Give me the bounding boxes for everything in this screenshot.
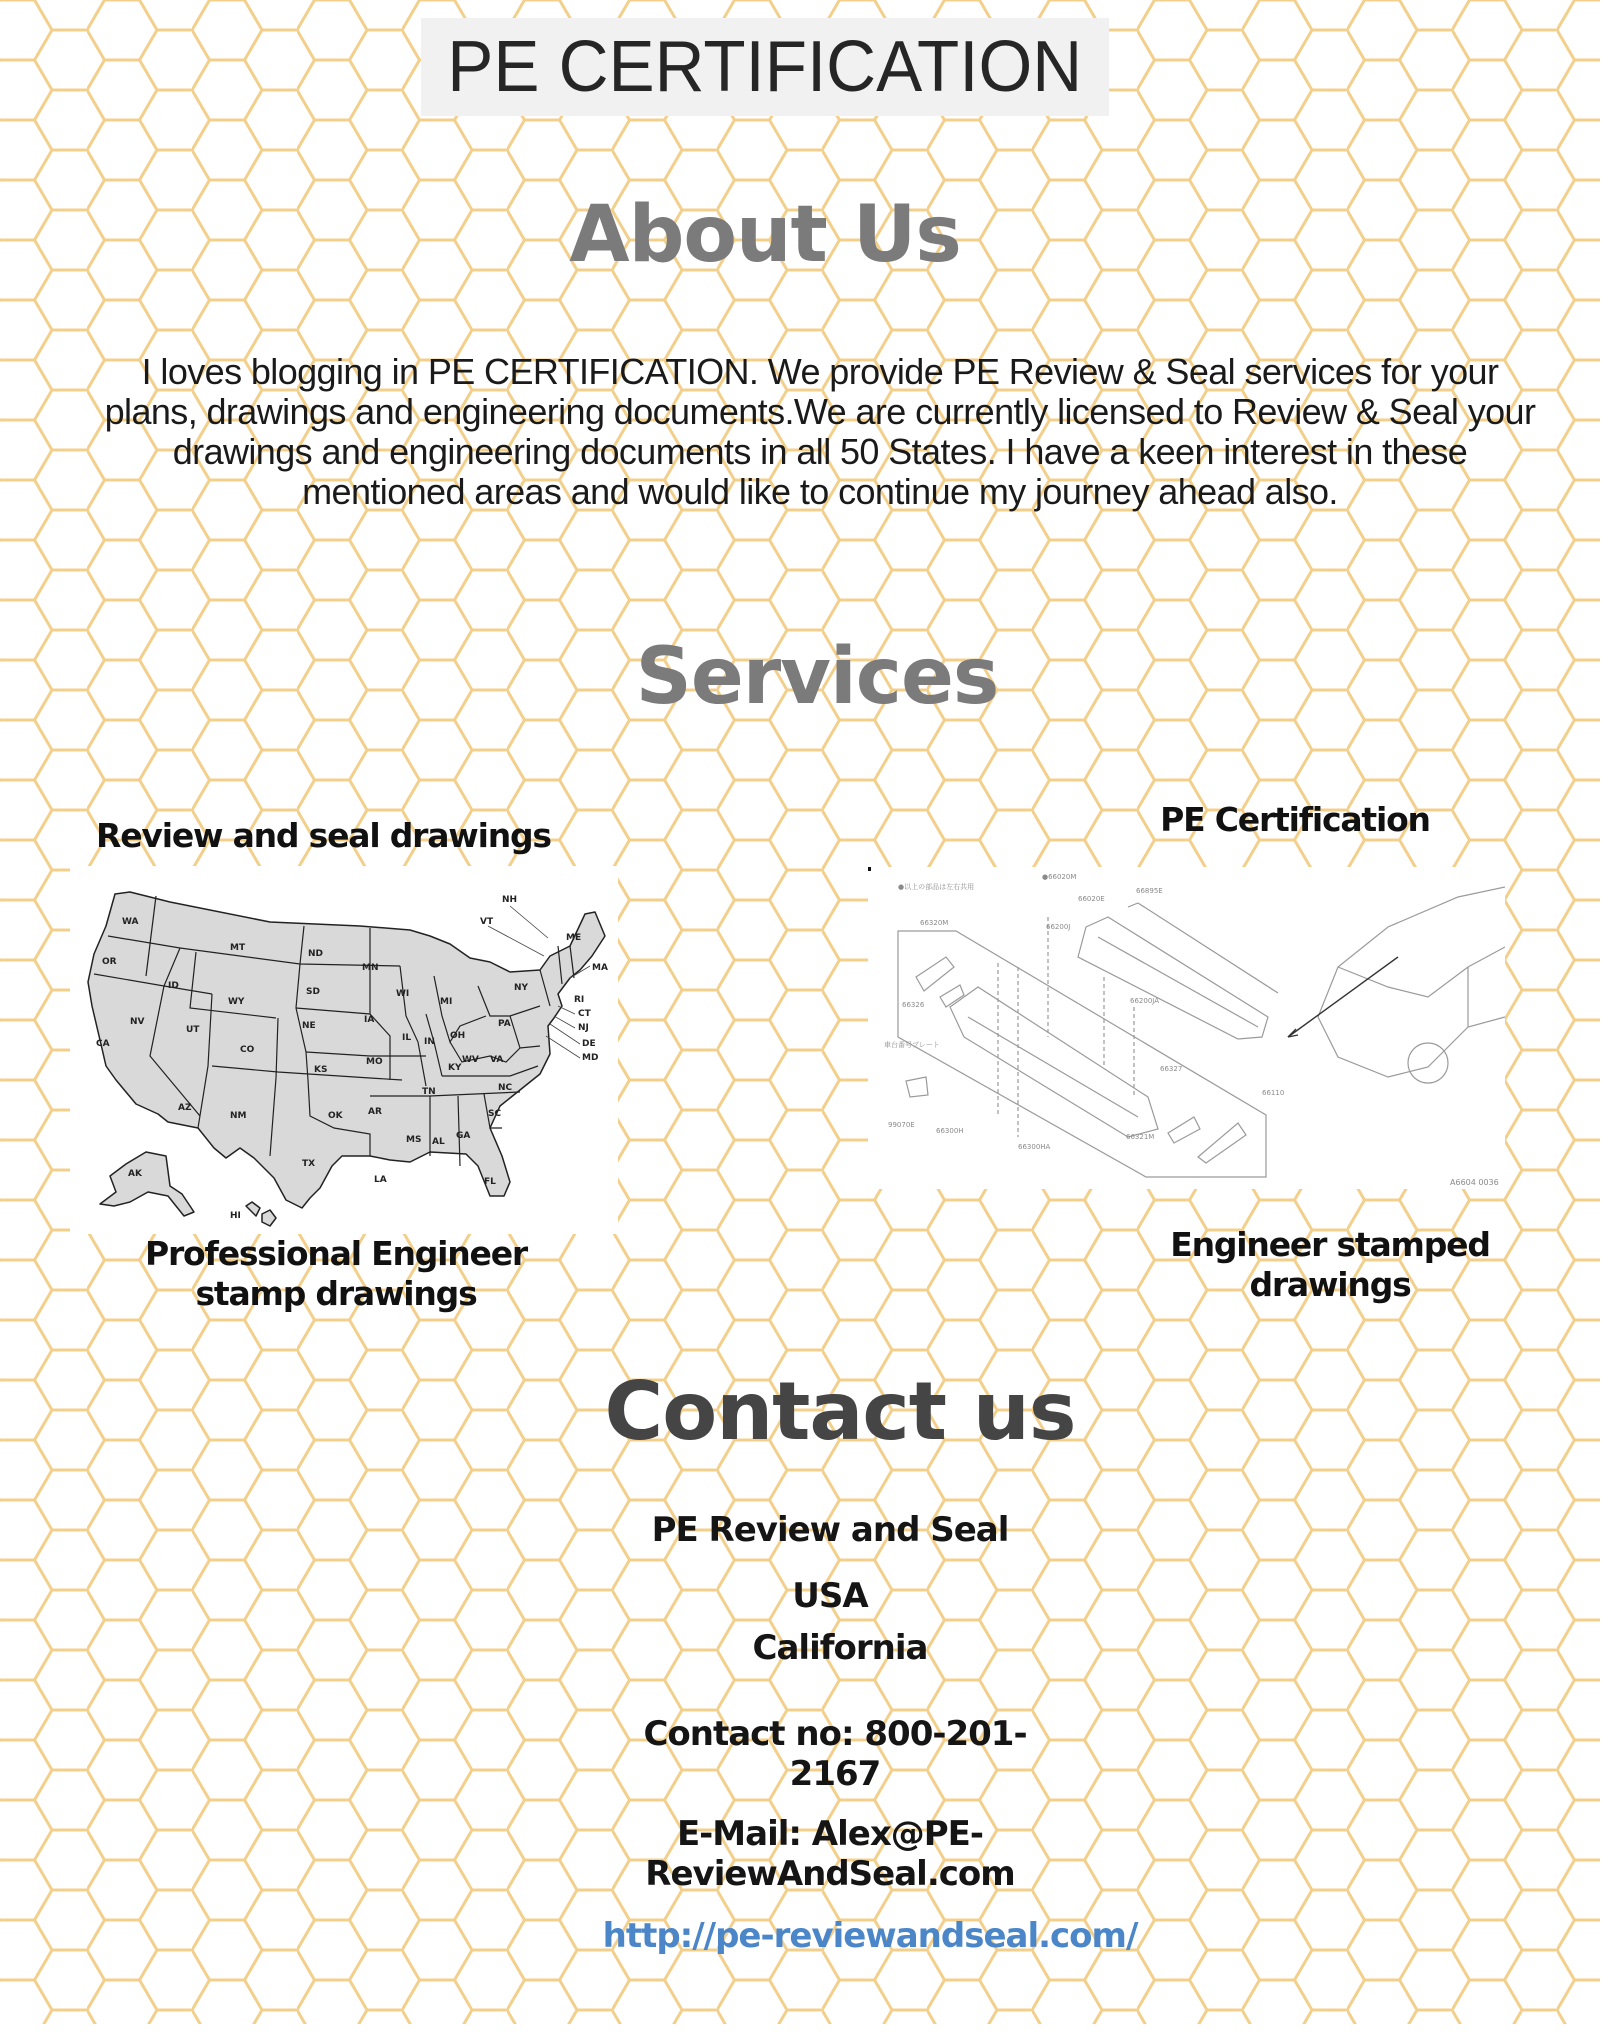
contact-country: USA — [792, 1576, 868, 1616]
svg-text:66110: 66110 — [1262, 1089, 1285, 1097]
svg-text:ID: ID — [168, 981, 179, 991]
svg-text:NM: NM — [230, 1111, 247, 1121]
svg-text:CA: CA — [96, 1039, 110, 1049]
svg-text:HI: HI — [230, 1211, 241, 1221]
svg-text:SD: SD — [306, 987, 320, 997]
svg-text:99070E: 99070E — [888, 1121, 915, 1129]
svg-text:66200JA: 66200JA — [1130, 997, 1159, 1005]
svg-text:OK: OK — [328, 1111, 343, 1121]
svg-text:66321M: 66321M — [1126, 1133, 1155, 1141]
svg-text:PA: PA — [498, 1019, 511, 1029]
svg-text:NE: NE — [302, 1021, 316, 1031]
svg-text:ND: ND — [308, 949, 324, 959]
svg-text:MI: MI — [440, 997, 453, 1007]
svg-text:WI: WI — [396, 989, 410, 999]
us-states-map-image — [70, 866, 618, 1234]
svg-text:WA: WA — [122, 917, 139, 927]
svg-text:LA: LA — [374, 1175, 387, 1185]
logo-text: PE CERTIFICATION — [447, 27, 1083, 107]
svg-text:KS: KS — [314, 1065, 328, 1075]
contact-email: E-Mail: Alex@PE-ReviewAndSeal.com — [645, 1814, 1015, 1894]
svg-text:MD: MD — [582, 1053, 599, 1063]
svg-text:NC: NC — [498, 1083, 513, 1093]
svg-text:WY: WY — [228, 997, 245, 1007]
svg-text:66300HA: 66300HA — [1018, 1143, 1051, 1151]
svg-text:WV: WV — [462, 1055, 479, 1065]
diagram-code: A6604 0036 — [1450, 1178, 1499, 1187]
svg-text:DE: DE — [582, 1039, 596, 1049]
service-heading-review-seal: Review and seal drawings — [96, 816, 551, 855]
svg-text:FL: FL — [484, 1177, 496, 1187]
svg-text:66320M: 66320M — [920, 919, 949, 927]
svg-text:RI: RI — [574, 995, 585, 1005]
service-heading-pe-certification: PE Certification — [1160, 800, 1430, 839]
svg-text:TX: TX — [302, 1159, 316, 1169]
svg-text:GA: GA — [456, 1131, 471, 1141]
svg-text:MA: MA — [592, 963, 608, 973]
svg-text:AZ: AZ — [178, 1103, 192, 1113]
service-caption-engineer-stamped: Engineer stamped drawings — [1170, 1225, 1490, 1304]
contact-company: PE Review and Seal — [651, 1510, 1009, 1550]
svg-text:MN: MN — [362, 963, 379, 973]
svg-text:NY: NY — [514, 983, 529, 993]
svg-text:NJ: NJ — [578, 1023, 589, 1033]
svg-text:車台番号プレート: 車台番号プレート — [884, 1041, 940, 1049]
svg-text:66327: 66327 — [1160, 1065, 1183, 1073]
svg-text:NH: NH — [502, 895, 518, 905]
svg-text:MS: MS — [406, 1135, 422, 1145]
svg-text:NV: NV — [130, 1017, 145, 1027]
svg-text:CT: CT — [578, 1009, 591, 1019]
svg-text:IL: IL — [402, 1033, 412, 1043]
svg-text:AR: AR — [368, 1107, 382, 1117]
about-heading: About Us — [569, 190, 961, 280]
svg-text:●66020M: ●66020M — [1042, 873, 1077, 881]
svg-text:SC: SC — [488, 1109, 502, 1119]
services-heading: Services — [635, 632, 999, 722]
svg-text:CO: CO — [240, 1045, 255, 1055]
svg-text:TN: TN — [422, 1087, 436, 1097]
svg-text:MT: MT — [230, 943, 246, 953]
contact-heading: Contact us — [604, 1365, 1076, 1458]
svg-text:66300H: 66300H — [936, 1127, 964, 1135]
svg-text:ME: ME — [566, 933, 582, 943]
svg-text:AK: AK — [128, 1169, 142, 1179]
svg-text:KY: KY — [448, 1063, 462, 1073]
contact-state: California — [752, 1628, 928, 1668]
svg-text:MO: MO — [366, 1057, 383, 1067]
svg-text:AL: AL — [432, 1137, 445, 1147]
svg-text:●以上の部品は左右共用: ●以上の部品は左右共用 — [898, 883, 975, 891]
svg-text:66895E: 66895E — [1136, 887, 1163, 895]
site-logo[interactable] — [421, 18, 1109, 116]
svg-text:VT: VT — [480, 917, 494, 927]
about-paragraph: I loves blogging in PE CERTIFICATION. We provide PE Review & Seal services for your plans, drawings and engineering documents.We are currently licensed to Review & Seal your drawings and engineering documents in all 50 States. I have a keen interest in these mentioned areas and would like to continue my journey ahead also. — [104, 351, 1536, 512]
svg-text:OR: OR — [102, 957, 117, 967]
svg-text:OH: OH — [450, 1031, 466, 1041]
svg-text:66326: 66326 — [902, 1001, 925, 1009]
car-parts-diagram-image — [868, 867, 1505, 1189]
svg-text:66200J: 66200J — [1046, 923, 1071, 931]
service-caption-pe-stamp: Professional Engineer stamp drawings — [145, 1234, 527, 1313]
svg-text:66020E: 66020E — [1078, 895, 1105, 903]
contact-phone: Contact no: 800-201-2167 — [643, 1714, 1027, 1794]
svg-text:VA: VA — [490, 1055, 504, 1065]
svg-text:IN: IN — [424, 1037, 435, 1047]
svg-text:IA: IA — [364, 1015, 375, 1025]
svg-text:UT: UT — [186, 1025, 200, 1035]
website-link[interactable]: http://pe-reviewandseal.com/ — [602, 1916, 1138, 1956]
